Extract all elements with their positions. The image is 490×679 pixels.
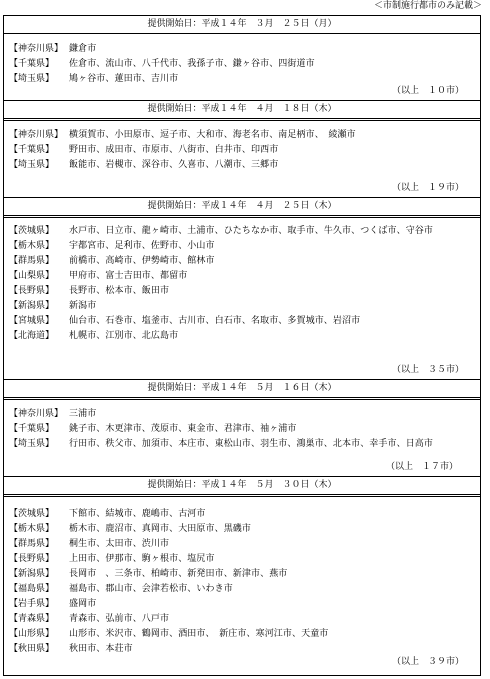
prefecture-row <box>9 329 476 344</box>
city-list: 長野市、松本市、飯田市 <box>69 286 170 296</box>
prefecture-row <box>9 537 476 552</box>
section-body <box>4 217 480 379</box>
city-list: 鳩ヶ谷市、蓮田市、吉川市 <box>69 74 179 84</box>
prefecture-label: 【山梨県】 <box>9 271 55 281</box>
prefecture-row <box>9 422 476 437</box>
city-list: 鎌倉市 <box>69 44 97 54</box>
prefecture-label: 【新潟県】 <box>9 569 55 579</box>
city-list: 桐生市、太田市、渋川市 <box>69 539 170 549</box>
prefecture-row <box>9 158 476 173</box>
prefecture-label: 【埼玉県】 <box>9 439 55 449</box>
city-list: 栃木市、鹿沼市、真岡市、大田原市、黒磯市 <box>69 524 252 534</box>
city-list: 前橋市、高崎市、伊勢崎市、館林市 <box>69 256 215 266</box>
city-list: 銚子市、木更津市、茂原市、東金市、君津市、袖ヶ浦市 <box>69 424 297 434</box>
section-total: （以上 ３５市） <box>391 365 464 375</box>
city-list: 福島市、郡山市、会津若松市、いわき市 <box>69 584 233 594</box>
section-body <box>4 399 480 476</box>
schedule-table <box>3 15 481 676</box>
prefecture-row <box>9 627 476 642</box>
prefecture-row <box>9 567 476 582</box>
prefecture-label: 【栃木県】 <box>9 241 55 251</box>
prefecture-row <box>9 597 476 612</box>
prefecture-row <box>9 128 476 143</box>
prefecture-row <box>9 407 476 422</box>
section-total: （以上 １０市） <box>391 86 464 96</box>
prefecture-label: 【長野県】 <box>9 286 55 296</box>
city-list: 下館市、結城市、鹿嶋市、古河市 <box>69 509 206 519</box>
prefecture-row <box>9 57 476 72</box>
city-list: 上田市、伊那市、駒ヶ根市、塩尻市 <box>69 554 215 564</box>
prefecture-label: 【埼玉県】 <box>9 74 55 84</box>
prefecture-label: 【山形県】 <box>9 629 55 639</box>
city-list: 佐倉市、流山市、八千代市、我孫子市、鎌ヶ谷市、四街道市 <box>69 59 315 69</box>
prefecture-label: 【福島県】 <box>9 584 55 594</box>
prefecture-label: 【神奈川県】 <box>9 409 64 419</box>
prefecture-label: 【栃木県】 <box>9 524 55 534</box>
prefecture-row <box>9 224 476 239</box>
section-2002-04-18 <box>4 101 480 197</box>
prefecture-label: 【千葉県】 <box>9 424 55 434</box>
prefecture-row <box>9 254 476 269</box>
prefecture-label: 【群馬県】 <box>9 256 55 266</box>
city-list: 秋田市、本荘市 <box>69 644 133 654</box>
prefecture-label: 【埼玉県】 <box>9 160 55 170</box>
prefecture-label: 【北海道】 <box>9 331 55 341</box>
section-header: 提供開始日：平成１４年 ５月 ３０日（木） <box>4 477 480 495</box>
city-list: 長岡市 、三条市、柏崎市、新発田市、新津市、燕市 <box>69 569 288 579</box>
city-list: 盛岡市 <box>69 599 97 609</box>
city-list: 仙台市、石巻市、塩釜市、古川市、白石市、名取市、多賀城市、岩沼市 <box>69 316 361 326</box>
city-list: 札幌市、江別市、北広島市 <box>69 331 179 341</box>
prefecture-label: 【長野県】 <box>9 554 55 564</box>
city-list: 飯能市、岩槻市、深谷市、久喜市、八潮市、三郷市 <box>69 160 279 170</box>
note-municipal-only: ＜市制施行都市のみ記載＞ <box>373 1 482 11</box>
prefecture-label: 【神奈川県】 <box>9 44 64 54</box>
prefecture-label: 【千葉県】 <box>9 59 55 69</box>
prefecture-label: 【神奈川県】 <box>9 130 64 140</box>
prefecture-row <box>9 582 476 597</box>
prefecture-row <box>9 42 476 57</box>
section-header: 提供開始日：平成１４年 ５月 １６日（木） <box>4 380 480 398</box>
section-total: （以上 ３９市） <box>391 657 464 667</box>
prefecture-label: 【千葉県】 <box>9 145 55 155</box>
prefecture-label: 【青森県】 <box>9 614 55 624</box>
city-list: 宇都宮市、足利市、佐野市、小山市 <box>69 241 215 251</box>
prefecture-row <box>9 552 476 567</box>
section-2002-04-25 <box>4 198 480 379</box>
prefecture-row <box>9 72 476 87</box>
prefecture-row <box>9 299 476 314</box>
section-header: 提供開始日：平成１４年 ４月 ２５日（木） <box>4 198 480 216</box>
prefecture-row <box>9 507 476 522</box>
prefecture-row <box>9 522 476 537</box>
city-list: 水戸市、日立市、龍ヶ崎市、土浦市、ひたちなか市、取手市、牛久市、つくば市、守谷市 <box>69 226 434 236</box>
prefecture-row <box>9 642 476 657</box>
prefecture-row <box>9 284 476 299</box>
prefecture-label: 【茨城県】 <box>9 226 55 236</box>
prefecture-row <box>9 612 476 627</box>
prefecture-row <box>9 437 476 452</box>
city-list: 山形市、米沢市、鶴岡市、酒田市、 新庄市、寒河江市、天童市 <box>69 629 329 639</box>
city-list: 甲府市、富士吉田市、都留市 <box>69 271 188 281</box>
prefecture-row <box>9 314 476 329</box>
prefecture-label: 【岩手県】 <box>9 599 55 609</box>
city-list: 横須賀市、小田原市、逗子市、大和市、海老名市、南足柄市、 綾瀬市 <box>69 130 356 140</box>
prefecture-label: 【宮城県】 <box>9 316 55 326</box>
city-list: 行田市、秩父市、加須市、本庄市、東松山市、羽生市、鴻巣市、北本市、幸手市、日高市 <box>69 439 434 449</box>
section-2002-05-30 <box>4 477 480 675</box>
prefecture-label: 【秋田県】 <box>9 644 55 654</box>
section-total: （以上 １７市） <box>385 462 458 472</box>
section-total: （以上 １９市） <box>391 183 464 193</box>
prefecture-label: 【新潟県】 <box>9 301 55 311</box>
section-body <box>4 120 480 197</box>
prefecture-row <box>9 269 476 284</box>
section-body <box>4 496 480 675</box>
city-list: 三浦市 <box>69 409 97 419</box>
section-2002-05-16 <box>4 380 480 476</box>
section-body <box>4 33 480 100</box>
city-list: 青森市、弘前市、八戸市 <box>69 614 170 624</box>
prefecture-row <box>9 239 476 254</box>
prefecture-label: 【茨城県】 <box>9 509 55 519</box>
section-2002-03-25 <box>4 16 480 100</box>
city-list: 新潟市 <box>69 301 97 311</box>
city-list: 野田市、成田市、市原市、八街市、白井市、印西市 <box>69 145 279 155</box>
prefecture-label: 【群馬県】 <box>9 539 55 549</box>
section-header: 提供開始日：平成１４年 ４月 １８日（木） <box>4 101 480 119</box>
prefecture-row <box>9 143 476 158</box>
section-header: 提供開始日：平成１４年 ３月 ２５日（月） <box>4 16 480 34</box>
